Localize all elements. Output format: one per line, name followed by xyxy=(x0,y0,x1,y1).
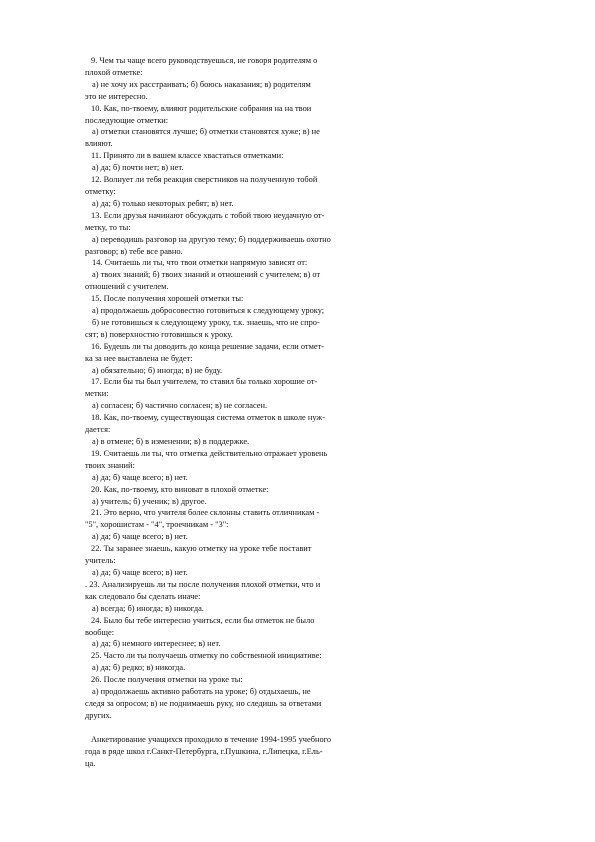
text-line: вообще: xyxy=(85,627,115,637)
text-line: дается: xyxy=(85,425,111,435)
text-line: 17. Если бы ты был учителем, то ставил бы только хорошие от- xyxy=(91,377,318,387)
text-line: последующие отметки: xyxy=(85,115,169,125)
text-line: 15. После получения хорошей отметки ты: xyxy=(91,294,244,304)
text-line: года в ряде школ г.Санкт-Петербурга, г.Пушкина, г.Липецка, г.Ель- xyxy=(85,746,323,756)
text-line: а) да; б) редко; в) никогда. xyxy=(92,663,186,673)
text-line: а) да; б) чаще всего; в) нет. xyxy=(92,472,188,482)
text-line: 11. Принято ли в вашем классе хвастаться отметками: xyxy=(91,151,284,161)
text-line: а) да; б) чаще всего; в) нет. xyxy=(92,532,188,542)
text-line: метки: xyxy=(85,389,109,399)
text-line: а) согласен; б) частично согласен; в) не согласен. xyxy=(92,401,268,411)
text-line: а) обязательно; б) иногда; в) не буду. xyxy=(92,365,223,375)
text-line: 26. После получения отметки на уроке ты: xyxy=(91,675,243,685)
text-line: ка за нее выставлена не будет: xyxy=(85,353,193,363)
text-line: 19. Считаешь ли ты, что отметка действительно отражает уровень xyxy=(91,448,328,458)
survey-note xyxy=(85,734,385,770)
text-line: . 23. Анализируешь ли ты после получения плохой отметки, что и xyxy=(85,579,321,589)
text-line: а) да; б) немного интереснее; в) нет. xyxy=(92,639,221,649)
text-line: плохой отметке: xyxy=(85,67,143,77)
text-line: а) продолжаешь активно работать на уроке; б) отдыхаешь, не xyxy=(92,687,311,697)
text-line: метку, то ты: xyxy=(85,222,131,232)
text-line: 9. Чем ты чаще всего руководствуешься, не говоря родителям о xyxy=(91,56,318,65)
text-line: а) в отмене; б) в изменении; в) в поддержке. xyxy=(92,437,250,446)
text-line: разговор; в) тебе все равно. xyxy=(85,246,183,256)
text-line: 10. Как, по-твоему, влияют родительские собрания на на твои xyxy=(91,103,312,113)
text-line: а) продолжаешь добросовестно готовиться к следующему уроку; xyxy=(92,306,325,316)
text-line: следя за опросом; в) не поднимаешь руку, но следишь за ответами xyxy=(85,698,322,708)
text-line: а) отметки становятся лучше; б) отметки становятся хуже; в) не xyxy=(92,127,320,137)
text-line: 25. Часто ли ты получаешь отметку по собственной инициативе: xyxy=(91,651,322,661)
text-line: а) не хочу их расстраивать; б) боюсь наказания; в) родителям xyxy=(92,79,311,89)
text-line: 22. Ты заранее знаешь, какую отметку на уроке тебе поставит xyxy=(91,544,312,554)
text-line: "5", хорошистам - "4", троечникам - "3": xyxy=(85,520,229,530)
document-body xyxy=(85,55,385,769)
text-line: а) да; б) только некоторых ребят; в) нет. xyxy=(92,198,234,208)
text-line: 20. Как, по-твоему, кто виноват в плохой отметке: xyxy=(91,484,269,494)
text-line: Анкетирование учащихся проходило в течение 1994-1995 учебного xyxy=(91,734,332,744)
text-line: твоих знаний: xyxy=(85,460,135,470)
text-line: 24. Было бы тебе интересно учиться, если бы отметок не было xyxy=(91,615,315,625)
text-line: 18. Как, по-твоему, существующая система отметок в школе нуж- xyxy=(91,413,325,423)
text-line: отношений с учителем. xyxy=(85,282,169,292)
text-line: 21. Это верно, что учителя более склонны ставить отличникам - xyxy=(91,508,320,518)
text-line: а) переводишь разговор на другую тему; б) поддерживаешь охотно xyxy=(92,234,331,244)
text-line: а) да; б) чаще всего; в) нет. xyxy=(92,567,188,577)
text-line: а) твоих знаний; б) твоих знаний и отношений с учителем; в) от xyxy=(92,270,321,280)
text-line: учитель: xyxy=(85,556,116,566)
text-line: а) учитель; б) ученик; в) другое. xyxy=(92,496,207,506)
questionnaire-text xyxy=(85,55,385,722)
text-line: 14. Считаешь ли ты, что твои отметки напрямую зависят от: xyxy=(92,258,308,268)
text-line: отметку: xyxy=(85,186,116,196)
text-line: сят; в) поверхностно готовишься к уроку. xyxy=(85,329,233,339)
text-line: других. xyxy=(85,710,112,720)
text-line: а) да; б) почти нет; в) нет. xyxy=(92,163,184,173)
text-line: б) не готовишься к следующему уроку, т.к. знаешь, что не спро- xyxy=(92,317,320,327)
text-line: 13. Если друзья начинают обсуждать с тобой твою неудачную от- xyxy=(91,210,325,220)
text-line: как следовало бы сделать иначе: xyxy=(85,591,201,601)
text-line: влияют. xyxy=(85,139,113,149)
text-line: 16. Будешь ли ты доводить до конца решение задачи, если отмет- xyxy=(91,341,325,351)
text-line: а) всегда; б) иногда; в) никогда. xyxy=(92,603,204,613)
text-line: 12. Волнует ли тебя реакция сверстников на полученную тобой xyxy=(91,175,318,185)
paragraph-gap xyxy=(85,722,385,734)
text-line: ца. xyxy=(85,758,96,768)
text-line: это не интересно. xyxy=(85,91,148,101)
